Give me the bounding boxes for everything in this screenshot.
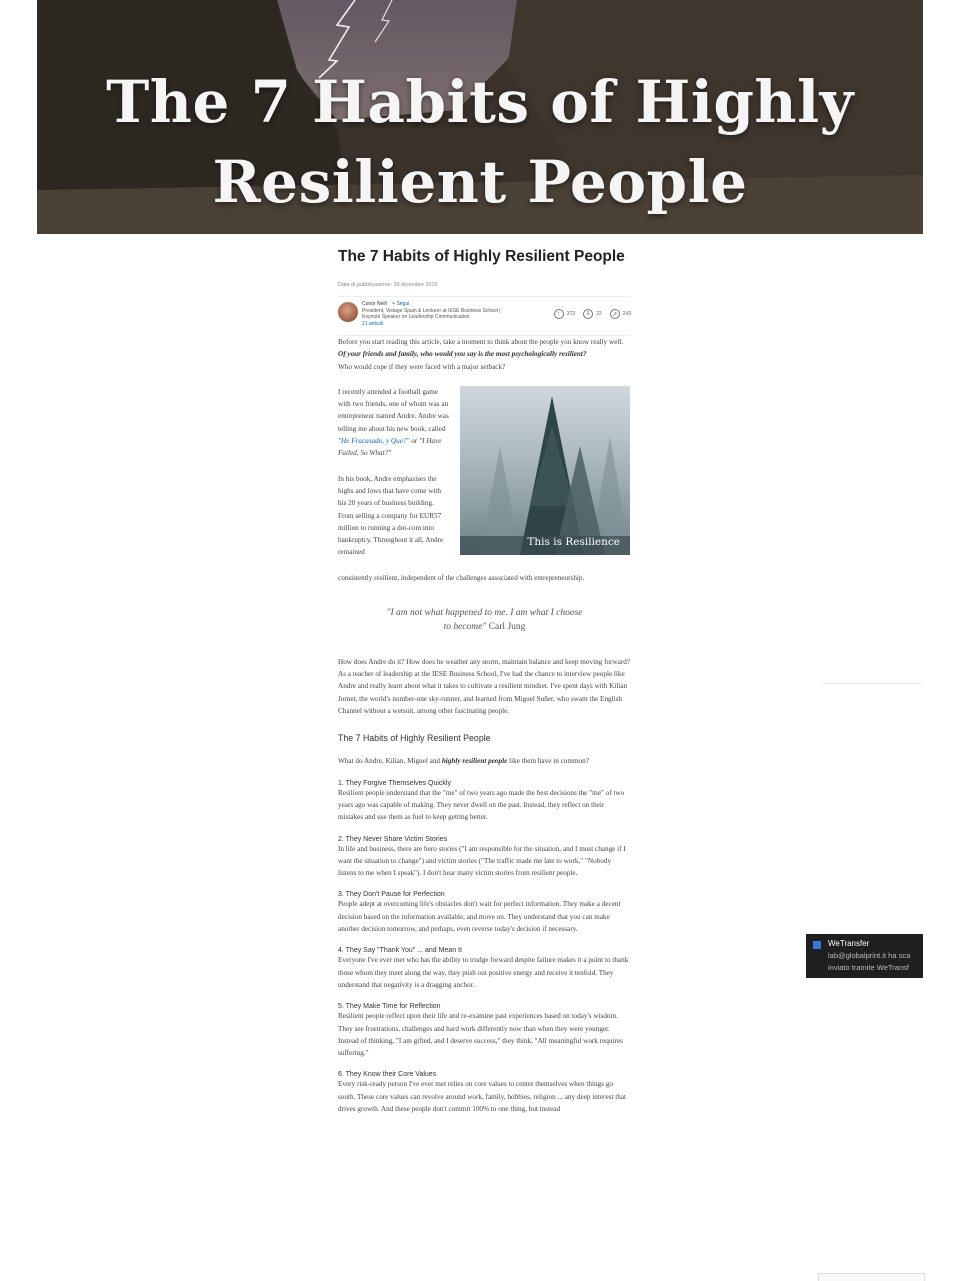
habit-title: 3. They Don't Pause for Perfection	[338, 891, 445, 899]
habit-1	[338, 780, 631, 824]
comments-count: 22	[596, 311, 602, 317]
andre-paragraph	[338, 386, 450, 460]
habit-6	[338, 1071, 631, 1115]
hero-title	[37, 62, 923, 222]
forest-trees-graphic	[460, 386, 630, 555]
book-paragraph-end: consistently resilient, independent of the challenges associated with entrepreneurship.	[338, 573, 585, 582]
habit-body: Everyone I've ever met who has the ability to trudge forward despite failure makes it a point to thank those whom they meet along the way, they push out positive energy and receive it tenfold. They understand that negativity is a dragging anchor.	[338, 956, 629, 989]
notification-app-name: WeTransfer	[828, 939, 870, 948]
author-info	[362, 301, 522, 327]
common-text-1: What do Andre, Kilian, Miguel and	[338, 757, 442, 766]
author-headline-1: President, Vistage Spain & Lecturer at IESE Business School |	[362, 307, 501, 314]
publication-date: Data di pubblicazione: 26 dicembre 2016	[338, 282, 438, 288]
comments-stat[interactable]	[583, 309, 602, 319]
hero-banner	[37, 0, 923, 234]
setback-question: Who would cope if they were faced with a major setback?	[338, 362, 506, 371]
habit-title: 4. They Say "Thank You" ... and Mean It	[338, 947, 462, 955]
quote-text: "I am not what happened to me. I am what I choose to become"	[386, 607, 583, 632]
article-title: The 7 Habits of Highly Resilient People	[338, 248, 625, 265]
how-paragraph: How does Andre do it? How does he weather any storm, maintain balance and keep moving forward?	[338, 657, 631, 666]
habit-2	[338, 836, 631, 880]
resilience-image	[460, 386, 630, 555]
habit-title: 5. They Make Time for Reflection	[338, 1003, 441, 1011]
pull-quote	[338, 606, 631, 634]
book-link-spanish[interactable]: "He Fracasado, y Que?"	[338, 437, 410, 446]
habit-title: 6. They Know their Core Values	[338, 1071, 437, 1079]
likes-count: 372	[566, 311, 576, 317]
intro-text: Before you start reading this article, take a moment to think about the people you know really well.	[338, 338, 624, 346]
habit-title: 1. They Forgive Themselves Quickly	[338, 779, 451, 787]
follow-button[interactable]: + Segui	[392, 301, 410, 307]
habit-4	[338, 947, 631, 991]
shares-stat[interactable]	[610, 309, 631, 319]
author-articles-link[interactable]: 21 articoli	[362, 320, 384, 327]
andre-text-column	[338, 386, 450, 559]
author-name[interactable]: Conor Neill	[362, 301, 387, 307]
habit-body: Resilient people understand that the "me" of two years ago made the best decisions the "me" of two years ago was capable of making. They never dwell on the past. Instead, they reflect on their mistakes and use them as fuel to keep getting better.	[338, 788, 625, 822]
author-avatar[interactable]	[338, 302, 358, 322]
wetransfer-notification[interactable]	[806, 934, 923, 978]
thumbs-up-icon: ↑	[554, 309, 564, 319]
quote-author: Carl Jung	[486, 621, 526, 632]
habit-body: Resilient people reflect upon their life and re-examine past experiences based on today's wisdom. They see frustrations, challenges and hard work differently now than when they were younger. Instead of thinking, "I am gifted, and I deserve success," they think, "All meaningful work requires suffering."	[338, 1012, 623, 1058]
notification-line-1: lab@globalprint.it ha sca	[828, 951, 911, 960]
hero-title-line-2: Resilient People	[212, 148, 748, 216]
intro-question: Of your friends and family, who would you say is the most psychologically resilient?	[338, 350, 587, 359]
author-headline-2: Keynote Speaker on Leadership Communication	[362, 314, 470, 320]
book-title-english: "I Have Failed, So What?"	[338, 437, 442, 458]
intro-paragraph	[338, 336, 631, 361]
common-text-2: like them have in common?	[507, 757, 589, 766]
engagement-stats	[554, 309, 631, 319]
notification-line-2: inviato tramite WeTransf	[828, 963, 909, 972]
section-heading: The 7 Habits of Highly Resilient People	[338, 733, 491, 744]
teacher-paragraph: As a teacher of leadership at the IESE Business School, I've had the chance to interview people like Andre and really learn about what it takes to cultivate a resilient mindset. I've spent days with Kilian Jornet, the world's number-one sky-runner, and learned from Miguel Suñer, who swam the English Channel without a wetsuit, among other fascinating people.	[338, 670, 628, 716]
divider	[820, 683, 923, 684]
andre-or: or	[409, 437, 420, 446]
comment-icon: ≡	[583, 309, 593, 319]
likes-stat[interactable]	[554, 309, 575, 319]
habit-5	[338, 1003, 631, 1059]
habit-3	[338, 891, 631, 935]
author-bar	[338, 296, 631, 336]
andre-text: I recently attended a football game with two friends, one of whom was an entrepreneur named Andre. Andre was telling me about his new book, called	[338, 387, 449, 433]
habit-body: In life and business, there are hero stories ("I am responsible for the situation, and I must change if I want the situation to change") and victim stories ("The traffic made me late to work," "Nobody listens to me when I speak"). I don't hear many victim stories from resilient people.	[338, 844, 626, 878]
image-caption: This is Resilience	[527, 535, 620, 548]
andre-section	[338, 386, 631, 584]
follow-label: Segui	[396, 301, 410, 307]
habit-body: Every risk-ready person I've ever met relies on core values to centre themselves when things go south. These core values can revolve around work, family, hobbies, religion ... any deep interest that drives growth. And these people don't commit 100% to one thing, but instead	[338, 1080, 627, 1114]
common-paragraph	[338, 755, 631, 767]
shares-count: 243	[622, 311, 631, 317]
wetransfer-icon	[813, 941, 821, 949]
article-body	[338, 246, 631, 1115]
common-bold: highly resilient people	[441, 757, 508, 766]
book-paragraph: In his book, Andre emphasises the highs and lows that have come with his 20 years of business building. From selling a company for EUR57 million to running a dot-com into bankruptcy. Throughout it all, Andre remained	[338, 474, 444, 557]
habit-body: People adept at overcoming life's obstacles don't wait for perfect information. They make a decent decision based on the information available, and move on. They understand that you can make another decision tomorrow, and perhaps, even reverse today's decision if necessary.	[338, 900, 621, 934]
habit-title: 2. They Never Share Victim Stories	[338, 835, 448, 843]
share-icon: ↗	[610, 309, 620, 319]
hero-title-line-1: The 7 Habits of Highly	[106, 68, 854, 136]
